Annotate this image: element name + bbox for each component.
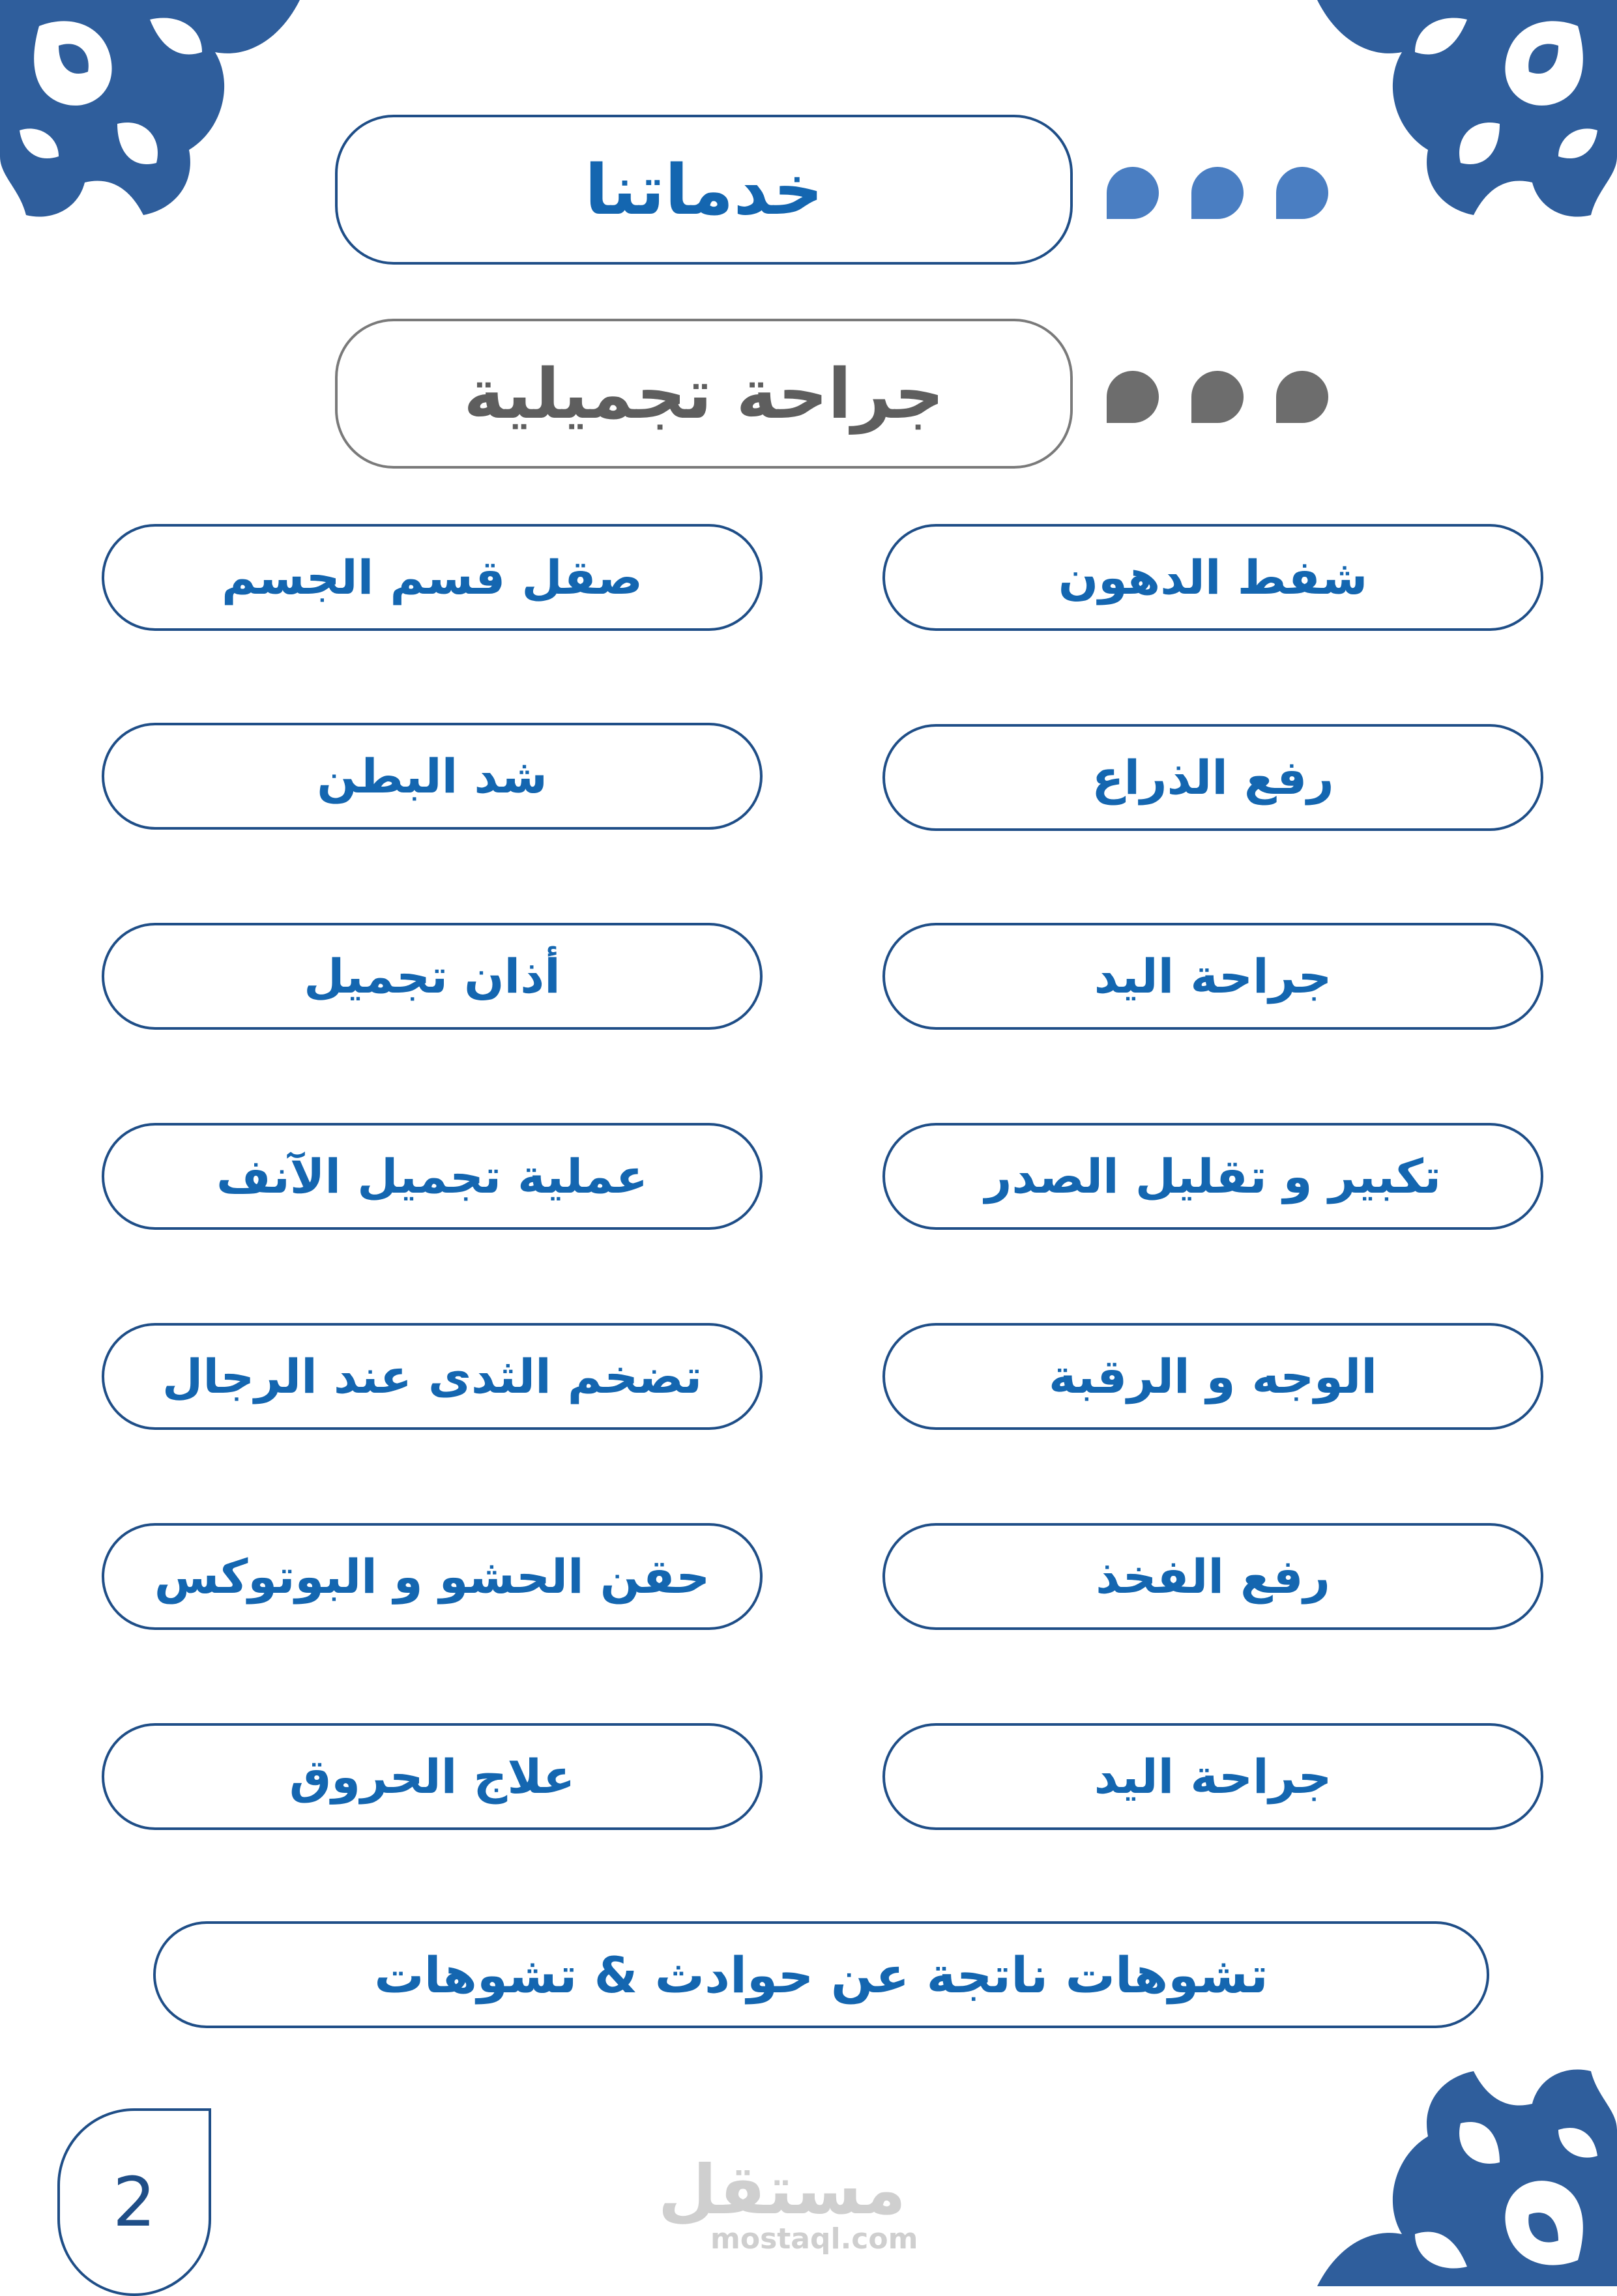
service-item: تضخم الثدى عند الرجال [102,1323,763,1430]
service-item: جراحة اليد [882,923,1543,1030]
service-item: جراحة اليد [882,1723,1543,1830]
service-item: الوجه و الرقبة [882,1323,1543,1430]
service-item: عملية تجميل الآنف [102,1123,763,1230]
service-item: تكبير و تقليل الصدر [882,1123,1543,1230]
section-title: جراحة تجميلية [335,319,1073,469]
service-item: حقن الحشو و البوتوكس [102,1523,763,1630]
corner-ornament-top-right-icon [1311,0,1617,222]
service-item: علاج الحروق [102,1723,763,1830]
teardrop-dots-icon [1107,167,1328,219]
teardrop-dots-icon [1107,371,1328,423]
service-item: رفع الفخذ [882,1523,1543,1630]
page-title: خدماتنا [335,115,1073,265]
watermark [658,2150,918,2256]
corner-ornament-bottom-right-icon [1311,2065,1617,2286]
watermark-latin: mostaql.com [710,2222,918,2256]
watermark-arabic: مستقل [658,2150,906,2230]
service-item: صقل قسم الجسم [102,524,763,631]
service-item-wide: تشوهات ناتجة عن حوادث & تشوهات [153,1921,1489,2028]
service-item: شفط الدهون [882,524,1543,631]
corner-ornament-top-left-icon [0,0,306,222]
service-item: شد البطن [102,723,763,830]
page-number: 2 [57,2108,211,2296]
service-item: أذان تجميل [102,923,763,1030]
service-item: رفع الذراع [882,724,1543,831]
